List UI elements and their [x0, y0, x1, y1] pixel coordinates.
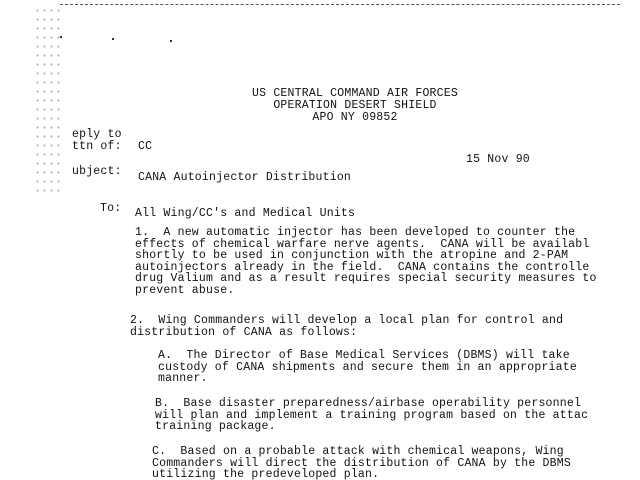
paragraph-line: custody of CANA shipments and secure them in an appropriate: [158, 360, 577, 374]
paragraph-1: [135, 227, 597, 296]
paragraph-2: [130, 315, 563, 338]
scan-noise-speckle: [34, 6, 64, 196]
subparagraph-b: [155, 398, 588, 433]
letterhead-line-3: APO NY 09852: [312, 111, 398, 124]
paragraph-line: effects of chemical warfare nerve agents. CANA will be availabl: [135, 237, 590, 251]
paragraph-line: 1. A new automatic injector has been developed to counter the: [135, 226, 576, 239]
reply-to-label: eply to: [72, 128, 122, 141]
paragraph-line: autoinjectors already in the field. CANA contains the controlle: [135, 260, 590, 274]
top-border-line: [60, 4, 620, 6]
subject-value: CANA Autoinjector Distribution: [138, 171, 352, 184]
to-value: All Wing/CC's and Medical Units: [135, 207, 356, 220]
subparagraph-a: [158, 350, 577, 385]
memo-date: 15 Nov 90: [466, 153, 530, 166]
attention-value: CC: [138, 140, 153, 153]
paragraph-line: manner.: [158, 372, 208, 385]
attention-label: ttn of:: [72, 140, 122, 153]
paragraph-line: utilizing the predeveloped plan.: [152, 468, 380, 480]
paragraph-line: distribution of CANA as follows:: [130, 325, 358, 339]
letterhead-line-1: US CENTRAL COMMAND AIR FORCES: [252, 87, 458, 100]
paragraph-line: B. Base disaster preparedness/airbase operability personnel: [155, 397, 582, 410]
paragraph-line: prevent abuse.: [135, 283, 235, 297]
paragraph-line: C. Based on a probable attack with chemical weapons, Wing: [152, 445, 564, 458]
paragraph-line: 2. Wing Commanders will develop a local plan for control and: [130, 314, 564, 327]
scan-noise-dot: [60, 36, 62, 38]
letterhead-line-2: OPERATION DESERT SHIELD: [273, 99, 437, 112]
subparagraph-c: [152, 446, 571, 480]
subject-label: ubject:: [72, 165, 122, 178]
paragraph-line: Commanders will direct the distribution of CANA by the DBMS: [152, 456, 571, 470]
paragraph-line: training package.: [155, 420, 276, 433]
paragraph-line: A. The Director of Base Medical Services (DBMS) will take: [158, 349, 570, 362]
paragraph-line: drug Valium and as a result requires special security measures to: [135, 272, 597, 285]
paragraph-line: shortly to be used in conjunction with the atropine and 2-PAM: [135, 249, 569, 262]
to-label: To:: [100, 202, 122, 215]
scan-noise-dot: [112, 38, 114, 40]
paragraph-line: will plan and implement a training program based on the attac: [155, 408, 589, 422]
scan-noise-dot: [170, 40, 172, 42]
